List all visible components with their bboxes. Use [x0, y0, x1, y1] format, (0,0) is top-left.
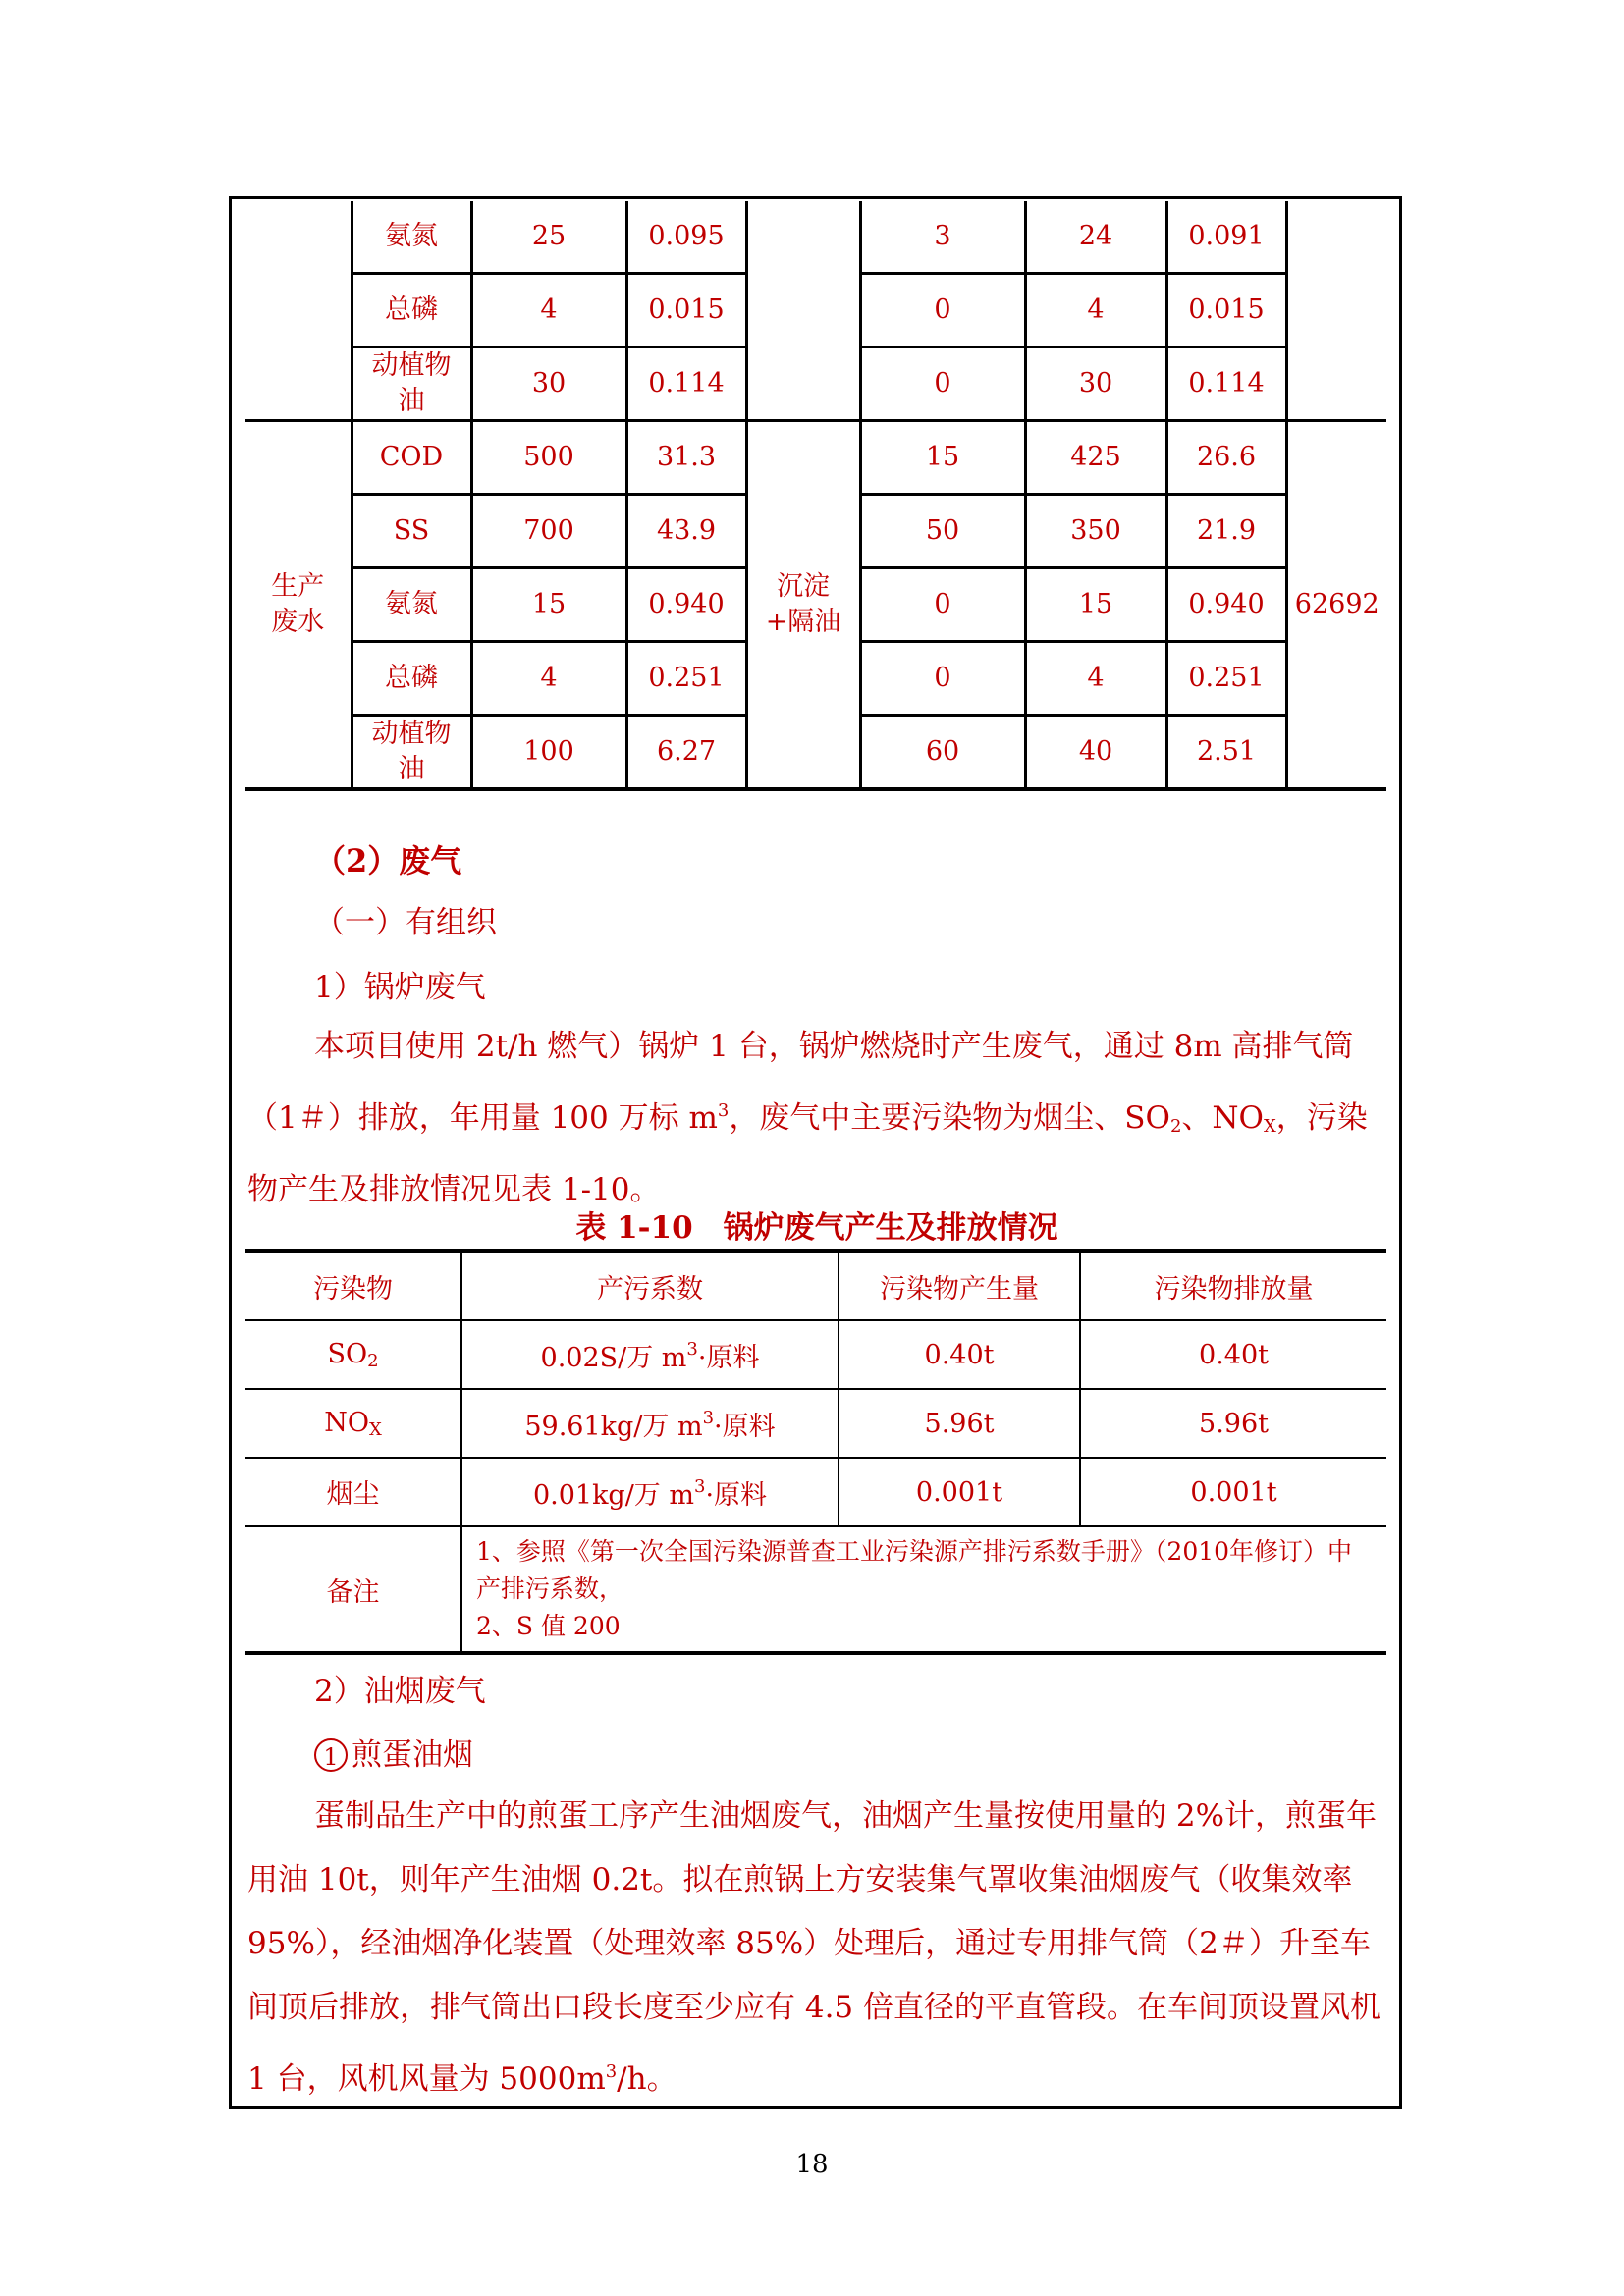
- amount-cell: 0.251: [626, 642, 746, 716]
- subitem-text: 煎蛋油烟: [352, 1737, 473, 1773]
- out-amount-cell: 0.114: [1166, 347, 1286, 421]
- para-text: 蛋制品生产中的煎蛋工序产生油烟废气，油烟产生量按使用量的 2%计，煎蛋年用油 10t，则年产生油烟 0.2t。拟在煎锅上方安装集气罩收集油烟废气（收集效率 95%），经油烟净化装置（处理效率 85%）处理后，通过专用排气筒（2＃）升至车间顶后排放，排气筒出口段长度至少应有 4.5 倍直径的平直管段。在车间顶设置风机 1 台，风机风量为 5000m: [247, 1798, 1381, 2097]
- boiler-table: [245, 1249, 1386, 1655]
- produced-cell: 0.40t: [839, 1320, 1080, 1389]
- table-header-row: [245, 1251, 1386, 1320]
- sup-text: 3: [702, 1407, 715, 1428]
- sup-text: 3: [605, 2061, 618, 2082]
- circled-number: 1: [314, 1738, 348, 1772]
- item-heading: 1）锅炉废气: [314, 970, 486, 1005]
- out-amount-cell: 0.091: [1166, 201, 1286, 274]
- para-text: ，废气中主要污染物为烟尘、SO: [729, 1100, 1170, 1136]
- pollutant-cell: 氨氮: [352, 201, 471, 274]
- out-amount-cell: 0.251: [1166, 642, 1286, 716]
- pollutant-text: SO: [327, 1338, 368, 1369]
- subitem-heading: [314, 1730, 473, 1774]
- category-cell: 生产废水: [245, 421, 352, 790]
- pollutant-cell: SS: [352, 495, 471, 568]
- out-amount-cell: 0.940: [1166, 568, 1286, 642]
- sup-text: 3: [686, 1338, 698, 1360]
- out-amount-cell: 2.51: [1166, 716, 1286, 790]
- pollutant-cell: [245, 1389, 461, 1458]
- out-conc-cell: 350: [1025, 495, 1166, 568]
- subheading: （一）有组织: [314, 905, 497, 940]
- wastewater-table: [245, 201, 1386, 791]
- conc-cell: 500: [471, 421, 626, 495]
- amount-cell: 0.015: [626, 274, 746, 347]
- sup-text: 3: [694, 1475, 706, 1497]
- conc-cell: 100: [471, 716, 626, 790]
- table-row: [245, 1389, 1386, 1458]
- oil-fume-paragraph: [247, 1785, 1386, 2111]
- amount-cell: 0.095: [626, 201, 746, 274]
- para-text: 、NO: [1181, 1100, 1264, 1136]
- note-line: 2、S 值 200: [476, 1612, 621, 1640]
- factor-cell: [461, 1458, 839, 1526]
- table-row: [245, 1458, 1386, 1526]
- out-conc-cell: 425: [1025, 421, 1166, 495]
- sup-text: 3: [717, 1100, 730, 1121]
- note-cell: [461, 1526, 1386, 1653]
- removal-cell: 50: [860, 495, 1025, 568]
- para-text: 本项目使用 2t/h 燃气）锅炉 1 台，锅炉燃烧时产生废气，通过 8m 高排气筒（1＃）排放，年用量 100 万标 m: [247, 1029, 1354, 1136]
- out-amount-cell: 0.015: [1166, 274, 1286, 347]
- pollutant-cell: [245, 1458, 461, 1526]
- conc-cell: 4: [471, 642, 626, 716]
- pollutant-text: 烟尘: [326, 1479, 380, 1510]
- category-cell-empty: [245, 201, 352, 421]
- conc-cell: 4: [471, 274, 626, 347]
- factor-text: 0.02S/万 m: [540, 1342, 687, 1373]
- treatment-cell: 沉淀+隔油: [746, 421, 860, 790]
- para-text: /h。: [617, 2061, 677, 2097]
- volume-cell-empty: [1286, 201, 1386, 421]
- conc-cell: 700: [471, 495, 626, 568]
- factor-text: ·原料: [705, 1479, 768, 1511]
- note-line: 1、参照《第一次全国污染源普查工业污染源产排污系数手册》（2010年修订）中产排污系数，: [476, 1537, 1353, 1603]
- out-amount-cell: 26.6: [1166, 421, 1286, 495]
- header-cell: 产污系数: [461, 1251, 839, 1320]
- removal-cell: 0: [860, 568, 1025, 642]
- out-conc-cell: 40: [1025, 716, 1166, 790]
- out-conc-cell: 4: [1025, 274, 1166, 347]
- pollutant-cell: [245, 1320, 461, 1389]
- removal-cell: 3: [860, 201, 1025, 274]
- conc-cell: 15: [471, 568, 626, 642]
- out-conc-cell: 4: [1025, 642, 1166, 716]
- emitted-cell: 0.001t: [1080, 1458, 1386, 1526]
- conc-cell: 25: [471, 201, 626, 274]
- para-text: ，污染物产生及排放情况见表 1-10。: [247, 1100, 1368, 1207]
- note-label: 备注: [245, 1526, 461, 1653]
- pollutant-cell: 总磷: [352, 642, 471, 716]
- removal-cell: 60: [860, 716, 1025, 790]
- sub-text: 2: [1169, 1116, 1182, 1137]
- pollutant-cell: 动植物油: [352, 347, 471, 421]
- removal-cell: 0: [860, 642, 1025, 716]
- sub-text: 2: [367, 1350, 379, 1371]
- table-row-note: [245, 1526, 1386, 1653]
- removal-cell: 0: [860, 347, 1025, 421]
- conc-cell: 30: [471, 347, 626, 421]
- out-amount-cell: 21.9: [1166, 495, 1286, 568]
- table-row: [245, 421, 1386, 495]
- factor-text: ·原料: [714, 1411, 776, 1442]
- table-row: [245, 201, 1386, 274]
- factor-text: 0.01kg/万 m: [532, 1479, 694, 1511]
- header-cell: 污染物产生量: [839, 1251, 1080, 1320]
- pollutant-cell: 动植物油: [352, 716, 471, 790]
- out-conc-cell: 15: [1025, 568, 1166, 642]
- table-caption: 表 1-10 锅炉废气产生及排放情况: [575, 1210, 1058, 1246]
- pollutant-cell: COD: [352, 421, 471, 495]
- removal-cell: 15: [860, 421, 1025, 495]
- pollutant-cell: 总磷: [352, 274, 471, 347]
- sub-text: X: [368, 1418, 382, 1440]
- factor-text: 59.61kg/万 m: [524, 1411, 703, 1442]
- page-number: 18: [795, 2150, 829, 2179]
- factor-cell: [461, 1389, 839, 1458]
- removal-cell: 0: [860, 274, 1025, 347]
- factor-cell: [461, 1320, 839, 1389]
- sub-text: X: [1263, 1116, 1276, 1137]
- section-heading: （2）废气: [314, 842, 462, 880]
- out-conc-cell: 24: [1025, 201, 1166, 274]
- produced-cell: 5.96t: [839, 1389, 1080, 1458]
- amount-cell: 6.27: [626, 716, 746, 790]
- factor-text: ·原料: [697, 1342, 760, 1373]
- out-conc-cell: 30: [1025, 347, 1166, 421]
- item-heading: 2）油烟废气: [314, 1674, 486, 1709]
- pollutant-text: NO: [324, 1407, 369, 1438]
- boiler-paragraph: [247, 1015, 1386, 1222]
- amount-cell: 0.114: [626, 347, 746, 421]
- produced-cell: 0.001t: [839, 1458, 1080, 1526]
- amount-cell: 31.3: [626, 421, 746, 495]
- header-cell: 污染物: [245, 1251, 461, 1320]
- volume-cell: 62692: [1286, 421, 1386, 790]
- table-row: [245, 1320, 1386, 1389]
- amount-cell: 43.9: [626, 495, 746, 568]
- header-cell: 污染物排放量: [1080, 1251, 1386, 1320]
- emitted-cell: 5.96t: [1080, 1389, 1386, 1458]
- amount-cell: 0.940: [626, 568, 746, 642]
- treatment-cell-empty: [746, 201, 860, 421]
- emitted-cell: 0.40t: [1080, 1320, 1386, 1389]
- pollutant-cell: 氨氮: [352, 568, 471, 642]
